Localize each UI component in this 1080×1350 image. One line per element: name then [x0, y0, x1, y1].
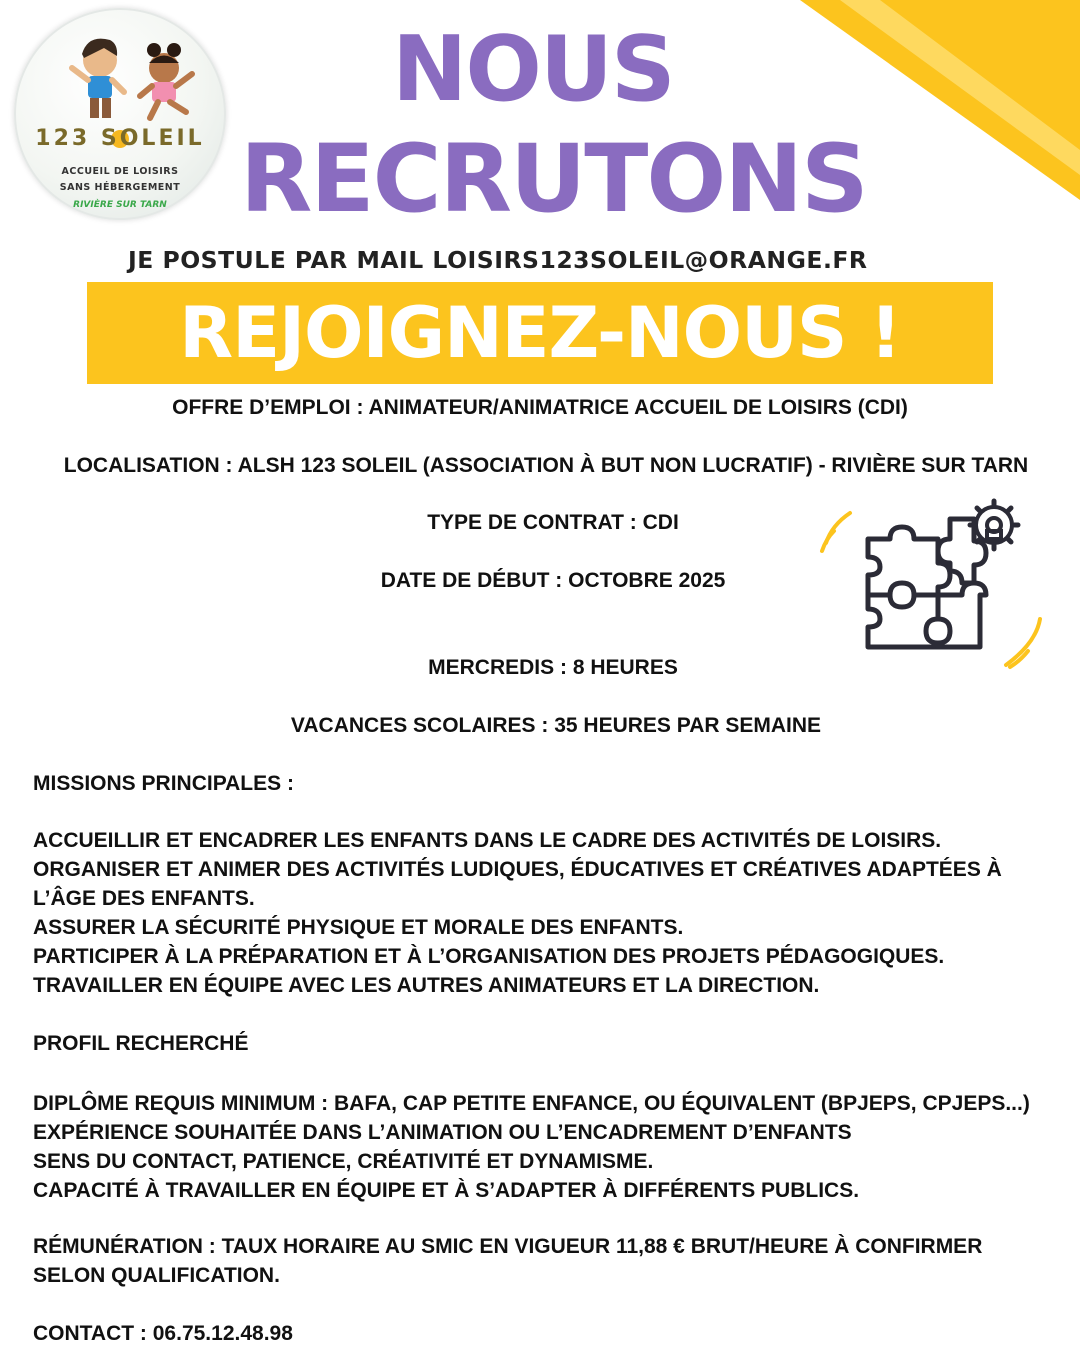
mission-item: ASSURER LA SÉCURITÉ PHYSIQUE ET MORALE DES ENFANTS. — [33, 916, 684, 939]
apply-email[interactable]: JE POSTULE PAR MAIL LOISIRS123SOLEIL@ORANGE.FR — [128, 246, 868, 274]
contact-phone[interactable]: CONTACT : 06.75.12.48.98 — [33, 1322, 293, 1345]
logo-location: RIVIÈRE SUR TARN — [73, 200, 167, 210]
profile-item: CAPACITÉ À TRAVAILLER EN ÉQUIPE ET À S’ADAPTER À DIFFÉRENTS PUBLICS. — [33, 1179, 860, 1202]
title-line-2: RECRUTONS — [240, 125, 867, 234]
pay-line-2: SELON QUALIFICATION. — [33, 1264, 280, 1287]
logo-brand: 123 SOLEIL — [35, 126, 205, 151]
title-line-1: NOUS — [392, 17, 674, 122]
offer-holidays: VACANCES SCOLAIRES : 35 HEURES PAR SEMAINE — [290, 714, 822, 737]
logo-tagline-2: SANS HÉBERGEMENT — [59, 182, 181, 193]
join-banner: REJOIGNEZ-NOUS ! — [87, 282, 993, 384]
offer-title: OFFRE D’EMPLOI : ANIMATEUR/ANIMATRICE ACCUEIL DE LOISIRS (CDI) — [172, 396, 908, 419]
offer-wednesdays: MERCREDIS : 8 HEURES — [428, 656, 678, 679]
mission-item: ORGANISER ET ANIMER DES ACTIVITÉS LUDIQUES, ÉDUCATIVES ET CRÉATIVES ADAPTÉES À — [33, 858, 1002, 881]
profile-list — [33, 1089, 1073, 1205]
mission-item: ACCUEILLIR ET ENCADRER LES ENFANTS DANS LE CADRE DES ACTIVITÉS DE LOISIRS. — [33, 829, 942, 852]
profile-item: DIPLÔME REQUIS MINIMUM : BAFA, CAP PETITE ENFANCE, OU ÉQUIVALENT (BPJEPS, CPJEPS...) — [33, 1092, 1030, 1115]
profile-item: EXPÉRIENCE SOUHAITÉE DANS L’ANIMATION OU L’ENCADREMENT D’ENFANTS — [33, 1121, 852, 1144]
logo-tagline-1: ACCUEIL DE LOISIRS — [61, 166, 179, 177]
mission-item: L’ÂGE DES ENFANTS. — [33, 887, 255, 910]
pay-line-1: RÉMUNÉRATION : TAUX HORAIRE AU SMIC EN VIGUEUR 11,88 € BRUT/HEURE À CONFIRMER — [33, 1235, 983, 1258]
puzzle-icon — [810, 495, 1050, 680]
logo — [14, 8, 226, 220]
mission-item: TRAVAILLER EN ÉQUIPE AVEC LES AUTRES ANIMATEURS ET LA DIRECTION. — [33, 974, 820, 997]
missions-heading: MISSIONS PRINCIPALES : — [33, 772, 294, 795]
profile-item: SENS DU CONTACT, PATIENCE, CRÉATIVITÉ ET DYNAMISME. — [33, 1150, 654, 1173]
offer-start-date: DATE DE DÉBUT : OCTOBRE 2025 — [380, 569, 726, 592]
mission-item: PARTICIPER À LA PRÉPARATION ET À L’ORGANISATION DES PROJETS PÉDAGOGIQUES. — [33, 945, 945, 968]
offer-location: LOCALISATION : ALSH 123 SOLEIL (ASSOCIATION À BUT NON LUCRATIF) - RIVIÈRE SUR TARN — [63, 454, 1029, 477]
missions-list — [33, 826, 1073, 1000]
profile-heading: PROFIL RECHERCHÉ — [33, 1032, 249, 1055]
offer-contract: TYPE DE CONTRAT : CDI — [427, 511, 679, 534]
